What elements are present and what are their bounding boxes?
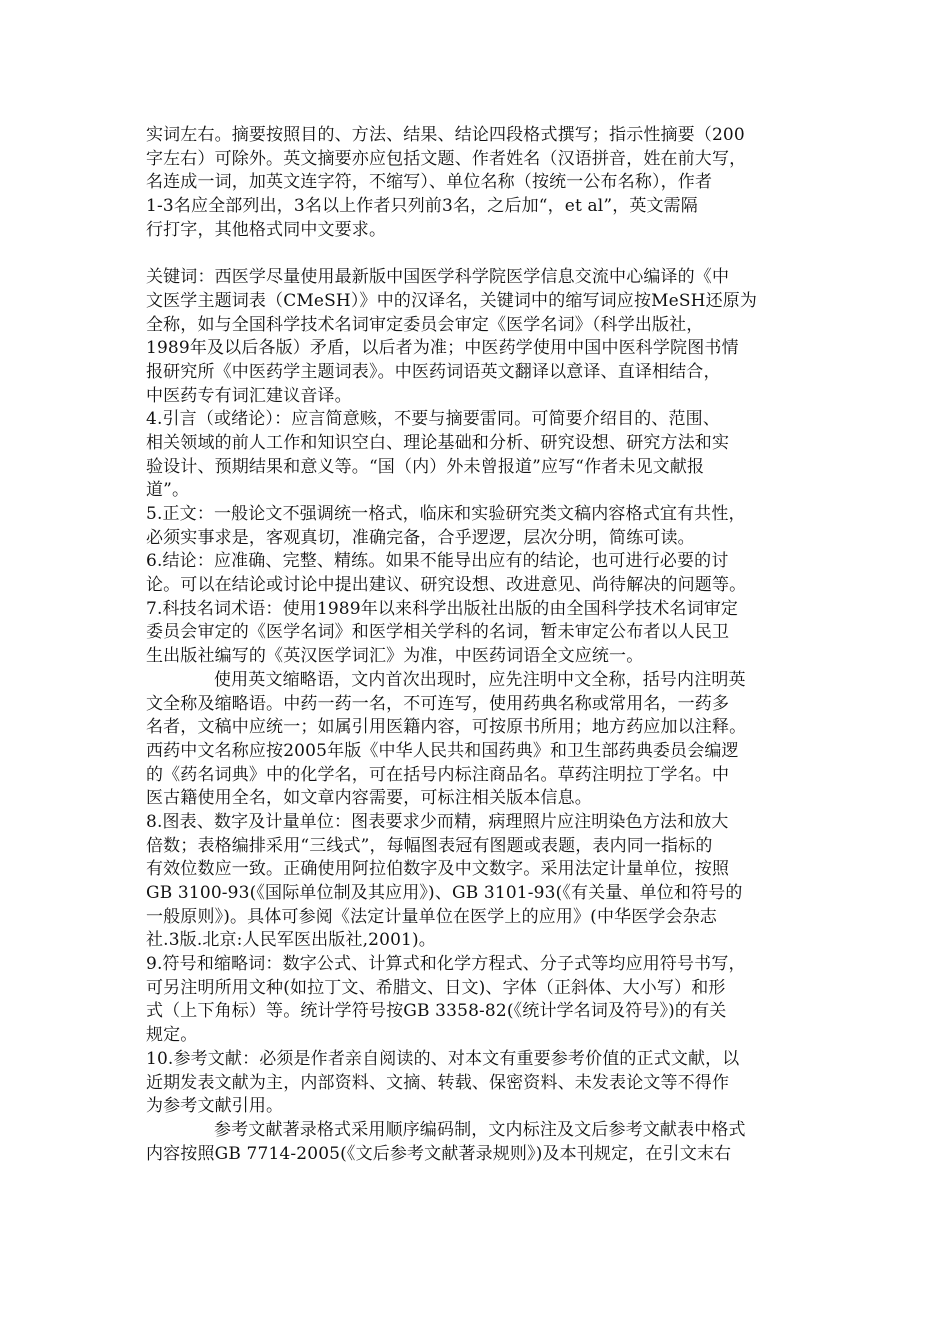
document-body: [146, 124, 808, 1166]
text-line: 7.科技名词术语：使用1989年以来科学出版社出版的由全国科学技术名词审定: [146, 598, 739, 619]
text-line: 一般原则》)。具体可参阅《法定计量单位在医学上的应用》(中华医学会杂志: [146, 906, 718, 927]
text-line: 关键词：西医学尽量使用最新版中国医学科学院医学信息交流中心编译的《中: [146, 267, 730, 288]
text-line: 中医药专有词汇建议音译。: [146, 385, 352, 406]
text-line: 8.图表、数字及计量单位：图表要求少而精，病理照片应注明染色方法和放大: [146, 811, 729, 832]
text-line: 使用英文缩略语，文内首次出现时，应先注明中文全称，括号内注明英: [214, 669, 746, 690]
text-line: 可另注明所用文种(如拉丁文、希腊文、日文)、字体（正斜体、大小写）和形: [146, 977, 726, 998]
text-line: 参考文献著录格式采用顺序编码制，文内标注及文后参考文献表中格式: [214, 1119, 746, 1140]
text-line: 9.符号和缩略词：数字公式、计算式和化学方程式、分子式等均应用符号书写，: [146, 954, 746, 975]
text-line: 4.引言（或绪论）：应言简意赅，不要与摘要雷同。可简要介绍目的、范围、: [146, 409, 720, 430]
text-line: 报研究所《中医药学主题词表》。中医药词语英文翻译以意译、直译相结合，: [146, 361, 721, 382]
text-line: 西药中文名称应按2005年版《中华人民共和国药典》和卫生部药典委员会编逻: [146, 740, 739, 761]
text-line: 文全称及缩略语。中药一药一名，不可连写，使用药典名称或常用名，一药多: [146, 693, 730, 714]
text-line: 1989年及以后各版）矛盾，以后者为准；中医药学使用中国中医科学院图书情: [146, 338, 739, 359]
text-line: 为参考文献引用。: [146, 1096, 284, 1117]
text-line: 近期发表文献为主，内部资料、文摘、转载、保密资料、未发表论文等不得作: [146, 1072, 730, 1093]
text-line: 道”。: [146, 480, 190, 501]
text-line: 倍数；表格编排采用“三线式”，每幅图表冠有图题或表题，表内同一指标的: [146, 835, 713, 856]
text-line: 行打字，其他格式同中文要求。: [146, 219, 387, 240]
text-line: 医古籍使用全名，如文章内容需要，可标注相关版本信息。: [146, 788, 592, 809]
text-line: 内容按照GB 7714-2005(《文后参考文献著录规则》)及本刊规定，在引文末右: [146, 1143, 732, 1164]
text-line: 字左右）可除外。英文摘要亦应包括文题、作者姓名（汉语拼音，姓在前大写，: [146, 148, 747, 169]
text-line: 的《药名词典》中的化学名，可在括号内标注商品名。草药注明拉丁学名。中: [146, 764, 730, 785]
text-line: 文医学主题词表（CMeSH）》中的汉译名，关键词中的缩写词应按MeSH还原为: [146, 290, 758, 311]
text-line: 社.3版.北京:人民军医出版社,2001)。: [146, 930, 436, 951]
text-line: 论。可以在结论或讨论中提出建议、研究设想、改进意见、尚待解决的问题等。: [146, 575, 747, 596]
text-line: 委员会审定的《医学名词》和医学相关学科的名词，暂未审定公布者以人民卫: [146, 622, 730, 643]
text-line: 名连成一词，加英文连字符，不缩写）、单位名称（按统一公布名称），作者: [146, 172, 713, 193]
text-line: 相关领域的前人工作和知识空白、理论基础和分析、研究设想、研究方法和实: [146, 432, 730, 453]
text-line: 生出版社编写的《英汉医学词汇》为准，中医药词语全文应统一。: [146, 646, 644, 667]
text-line: 全称，如与全国科学技术名词审定委员会审定《医学名词》（科学出版社，: [146, 314, 704, 335]
text-line: 1-3名应全部列出，3名以上作者只列前3名，之后加“，et al”，英文需隔: [146, 196, 698, 217]
text-line: 式（上下角标）等。统计学符号按GB 3358-82(《统计学名词及符号》)的有关: [146, 1001, 727, 1022]
text-line: 5.正文：一般论文不强调统一格式，临床和实验研究类文稿内容格式宜有共性，: [146, 504, 746, 524]
text-line: 规定。: [146, 1025, 198, 1046]
text-line: 名者，文稿中应统一；如属引用医籍内容，可按原书所用；地方药应加以注释。: [146, 717, 747, 738]
text-line: 6.结论：应准确、完整、精练。如果不能导出应有的结论，也可进行必要的讨: [146, 551, 729, 572]
text-line: 10.参考文献：必须是作者亲自阅读的、对本文有重要参考价值的正式文献，以: [146, 1048, 740, 1069]
blank-line: [146, 242, 808, 266]
text-line: 验设计、预期结果和意义等。“国（内）外未曾报道”应写“作者未见文献报: [146, 456, 705, 477]
text-line: 实词左右。摘要按照目的、方法、结果、结论四段格式撰写；指示性摘要（200: [146, 125, 745, 145]
text-line: GB 3100-93(《国际单位制及其应用》)、GB 3101-93(《有关量、单位和符号的: [146, 883, 743, 903]
text-line: 有效位数应一致。正确使用阿拉伯数字及中文数字。采用法定计量单位，按照: [146, 859, 730, 880]
text-line: 必须实事求是，客观真切，准确完备，合乎逻逻，层次分明，简练可读。: [146, 527, 695, 548]
